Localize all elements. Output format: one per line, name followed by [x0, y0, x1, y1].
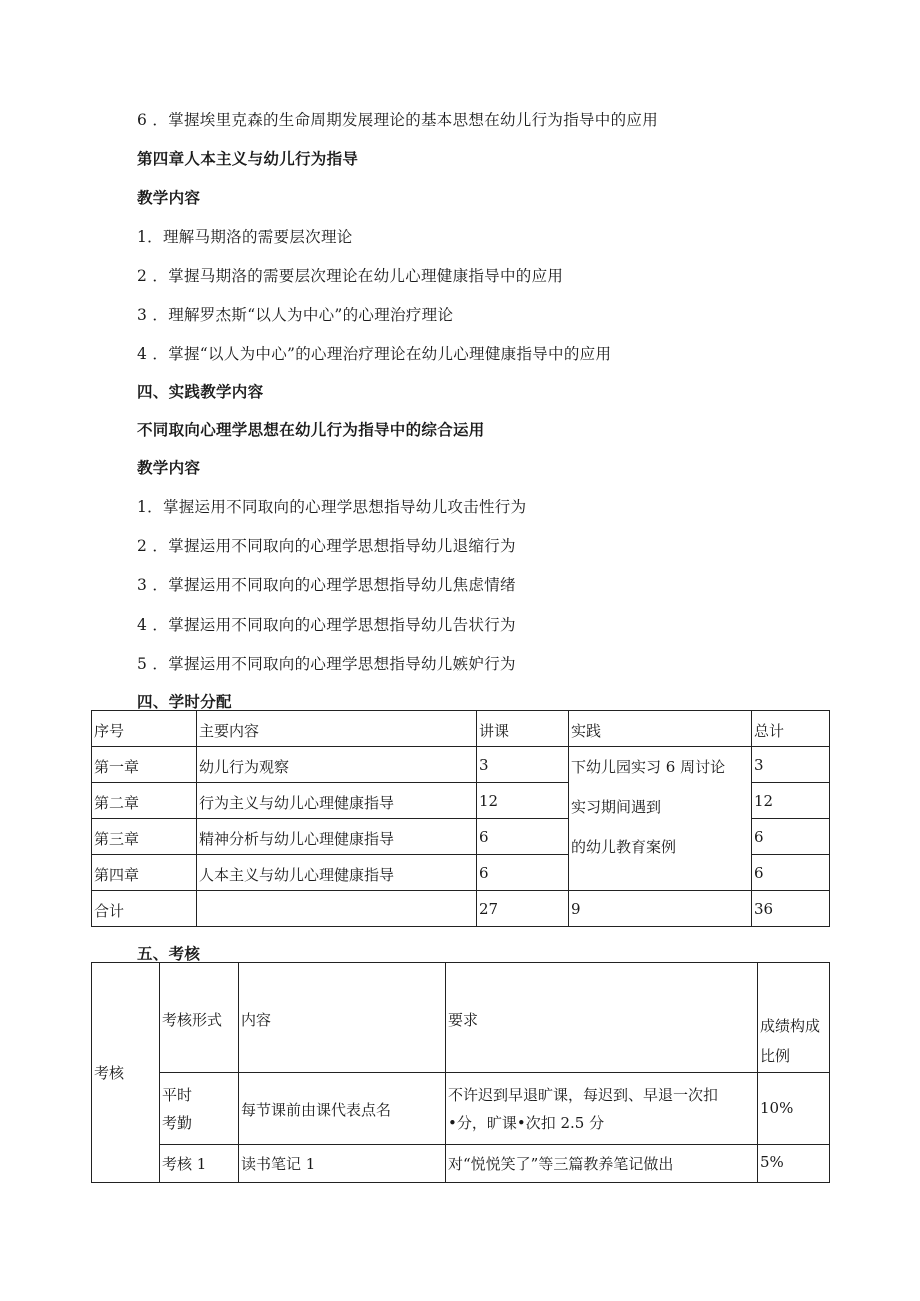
text-line-4: 1．理解马期洛的需要层次理论: [137, 228, 353, 246]
assess-content-cell: 每节课前由课代表点名: [239, 1073, 446, 1145]
header-form: 考核形式: [160, 963, 239, 1073]
table-row: [92, 747, 830, 783]
practice-section-heading: 四、实践教学内容: [137, 383, 264, 401]
assess-ratio-cell: 5%: [758, 1145, 830, 1183]
teaching-content-heading: 教学内容: [137, 189, 201, 207]
chapter-cell: 第二章: [92, 783, 197, 819]
content-cell: 幼儿行为观察: [197, 747, 477, 783]
assess-requirement-cell: 对“悦悦笑了”等三篇教养笔记做出: [446, 1145, 758, 1183]
assess-form-cell: [160, 1073, 239, 1145]
header-practice: 实践: [569, 711, 752, 747]
total-cell: 3: [752, 747, 830, 783]
total-cell: 6: [752, 819, 830, 855]
text-line-12: 2 ．掌握运用不同取向的心理学思想指导幼儿退缩行为: [137, 537, 516, 555]
assess-side-label: 考核: [92, 963, 160, 1183]
header-requirement: 要求: [446, 963, 758, 1073]
text-line-5: 2 ．掌握马期洛的需要层次理论在幼儿心理健康指导中的应用: [137, 267, 564, 285]
chapter-cell: 第三章: [92, 819, 197, 855]
assess-form-cell: 考核 1: [160, 1145, 239, 1183]
text-line-11: 1．掌握运用不同取向的心理学思想指导幼儿攻击性行为: [137, 498, 527, 516]
header-total: 总计: [752, 711, 830, 747]
assess-requirement-cell: [446, 1073, 758, 1145]
header-ratio-line-2: 比例: [760, 1047, 791, 1065]
text-line-14: 4 ．掌握运用不同取向的心理学思想指导幼儿告状行为: [137, 616, 516, 634]
practice-merged-cell: [569, 747, 752, 891]
text-line-13: 3 ．掌握运用不同取向的心理学思想指导幼儿焦虑情绪: [137, 576, 516, 594]
teaching-content-heading-2: 教学内容: [137, 459, 201, 477]
text-line-7: 4 ．掌握“以人为中心”的心理治疗理论在幼儿心理健康指导中的应用: [137, 345, 612, 363]
content-cell: 精神分析与幼儿心理健康指导: [197, 819, 477, 855]
form-line-2: 考勤: [162, 1114, 193, 1132]
lecture-cell: 6: [477, 855, 569, 891]
hours-header-row: [92, 711, 830, 747]
hours-table: [91, 710, 830, 927]
sum-content: [197, 891, 477, 927]
practice-line-3: 的幼儿教育案例: [571, 838, 677, 856]
chapter-cell: 第四章: [92, 855, 197, 891]
content-cell: 人本主义与幼儿心理健康指导: [197, 855, 477, 891]
assess-section-title: 五、考核: [137, 945, 201, 963]
form-line-1: 平时: [162, 1086, 193, 1104]
chapter-4-heading: 第四章人本主义与幼儿行为指导: [137, 150, 359, 168]
practice-line-2: 实习期间遇到: [571, 798, 662, 816]
sum-lecture: 27: [477, 891, 569, 927]
total-cell: 6: [752, 855, 830, 891]
assessment-table: [91, 962, 830, 1183]
req-line-1: 不许迟到早退旷课，每迟到、早退一次扣: [448, 1086, 719, 1104]
header-ratio-line-1: 成绩构成: [760, 1017, 821, 1035]
sum-label: 合计: [92, 891, 197, 927]
text-line-6: 3 ．理解罗杰斯“以人为中心”的心理治疗理论: [137, 306, 454, 324]
total-cell: 12: [752, 783, 830, 819]
assess-ratio-cell: 10%: [758, 1073, 830, 1145]
assess-content-cell: 读书笔记 1: [239, 1145, 446, 1183]
lecture-cell: 3: [477, 747, 569, 783]
header-seq: 序号: [92, 711, 197, 747]
header-assess-content: 内容: [239, 963, 446, 1073]
sum-row: [92, 891, 830, 927]
table-row: [92, 1145, 830, 1183]
lecture-cell: 6: [477, 819, 569, 855]
practice-topic-heading: 不同取向心理学思想在幼儿行为指导中的综合运用: [137, 421, 485, 439]
req-line-2: •分，旷课•次扣 2.5 分: [448, 1114, 605, 1132]
header-lecture: 讲课: [477, 711, 569, 747]
sum-total: 36: [752, 891, 830, 927]
header-ratio: [758, 963, 830, 1073]
sum-practice: 9: [569, 891, 752, 927]
header-content: 主要内容: [197, 711, 477, 747]
text-line-15: 5 ．掌握运用不同取向的心理学思想指导幼儿嫉妒行为: [137, 655, 516, 673]
chapter-cell: 第一章: [92, 747, 197, 783]
assess-header-row: [92, 963, 830, 1073]
lecture-cell: 12: [477, 783, 569, 819]
practice-line-1: 下幼儿园实习 6 周讨论: [571, 758, 726, 776]
hours-section-title: 四、学时分配: [137, 693, 232, 711]
content-cell: 行为主义与幼儿心理健康指导: [197, 783, 477, 819]
text-line-1: 6 ．掌握埃里克森的生命周期发展理论的基本思想在幼儿行为指导中的应用: [137, 111, 658, 129]
table-row: [92, 1073, 830, 1145]
